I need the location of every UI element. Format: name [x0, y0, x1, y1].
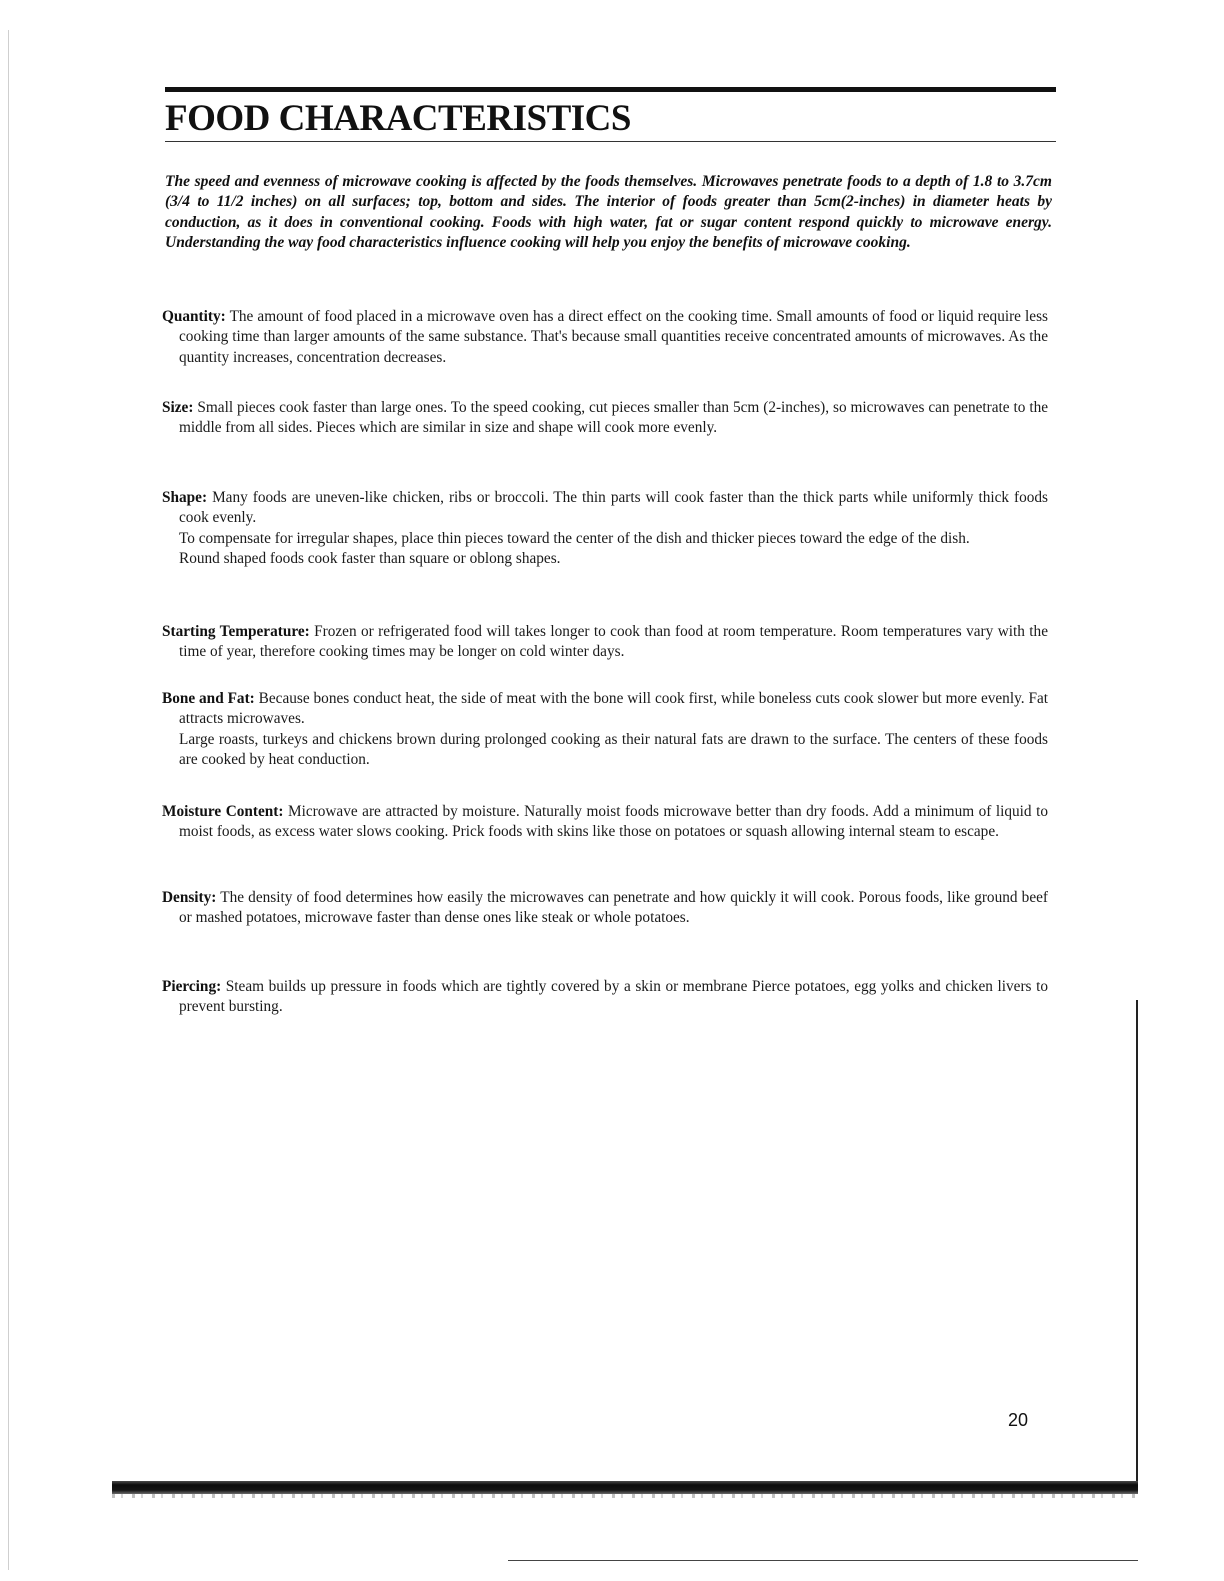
section-piercing [162, 977, 1048, 1018]
section-text: Steam builds up pressure in foods which are tightly covered by a skin or membrane Pierce potatoes, egg yolks and chicken livers to prevent bursting. [179, 978, 1048, 1016]
section-bone-and-fat [162, 689, 1048, 771]
section-density [162, 888, 1048, 929]
section-text-continued: Round shaped foods cook faster than square or oblong shapes. [179, 550, 561, 568]
section-text: Microwave are attracted by moisture. Naturally moist foods microwave better than dry foods. Add a minimum of liquid to moist foods, as excess water slows cooking. Prick foods with skins like those on potatoes or squash allowing internal steam to escape. [179, 803, 1048, 841]
bottom-rule-speckle [112, 1494, 1138, 1498]
section-quantity [162, 307, 1048, 368]
section-label: Shape: [162, 489, 208, 506]
page-number: 20 [1008, 1410, 1029, 1430]
section-moisture-content [162, 802, 1048, 843]
title-top-rule [165, 87, 1056, 92]
section-label: Moisture Content: [162, 803, 284, 820]
footer-rule [508, 1560, 1138, 1561]
section-shape [162, 488, 1048, 570]
section-text: Many foods are uneven-like chicken, ribs or broccoli. The thin parts will cook faster than the thick parts while uniformly thick foods cook evenly. [179, 489, 1049, 527]
section-label: Quantity: [162, 308, 226, 325]
section-label: Piercing: [162, 978, 222, 995]
section-label: Density: [162, 889, 217, 906]
intro-paragraph: The speed and evenness of microwave cooking is affected by the foods themselves. Microwaves penetrate foods to a depth of 1.8 to 3.7cm (3/4 to 11/2 inches) on all surfaces; top, bottom and sides. The interior of foods greater than 5cm(2-inches) in diameter heats by conduction, as it does in conventional cooking. Foods with high water, fat or sugar content respond quickly to microwave energy. Understanding the way food characteristics influence cooking will help you enjoy the benefits of microwave cooking. [165, 173, 1052, 251]
page-title: FOOD CHARACTERISTICS [165, 98, 631, 139]
section-size [162, 398, 1048, 439]
section-text-continued: To compensate for irregular shapes, place thin pieces toward the center of the dish and thicker pieces toward the edge of the dish. [179, 529, 970, 547]
section-starting-temperature [162, 622, 1048, 663]
page-edge-line [1136, 1000, 1138, 1485]
section-text: Frozen or refrigerated food will takes longer to cook than food at room temperature. Room temperatures vary with the time of year, therefore cooking times may be longer on cold winter days. [179, 623, 1048, 661]
section-text: The amount of food placed in a microwave oven has a direct effect on the cooking time. Small amounts of food or liquid require less cooking time than larger amounts of the same substance. That's because small quantities receive concentrated amounts of microwaves. As the quantity increases, concentration decreases. [179, 308, 1048, 366]
section-text: Because bones conduct heat, the side of meat with the bone will cook first, while boneless cuts cook slower but more evenly. Fat attracts microwaves. [179, 690, 1049, 728]
section-text: The density of food determines how easily the microwaves can penetrate and how quickly it will cook. Porous foods, like ground beef or mashed potatoes, microwave faster than dense ones like steak or whole potatoes. [179, 889, 1048, 927]
section-label: Starting Temperature: [162, 623, 310, 640]
section-text-continued: Large roasts, turkeys and chickens brown during prolonged cooking as their natural fats are drawn to the surface. The centers of these foods are cooked by heat conduction. [179, 730, 1048, 769]
section-text: Small pieces cook faster than large ones. To the speed cooking, cut pieces smaller than 5cm (2-inches), so microwaves can penetrate to the middle from all sides. Pieces which are similar in size and shape will cook more evenly. [179, 399, 1049, 437]
section-label: Bone and Fat: [162, 690, 255, 707]
scan-edge [8, 30, 9, 1570]
bottom-rule-band [112, 1481, 1138, 1494]
title-underline [165, 141, 1056, 142]
section-label: Size: [162, 399, 194, 416]
